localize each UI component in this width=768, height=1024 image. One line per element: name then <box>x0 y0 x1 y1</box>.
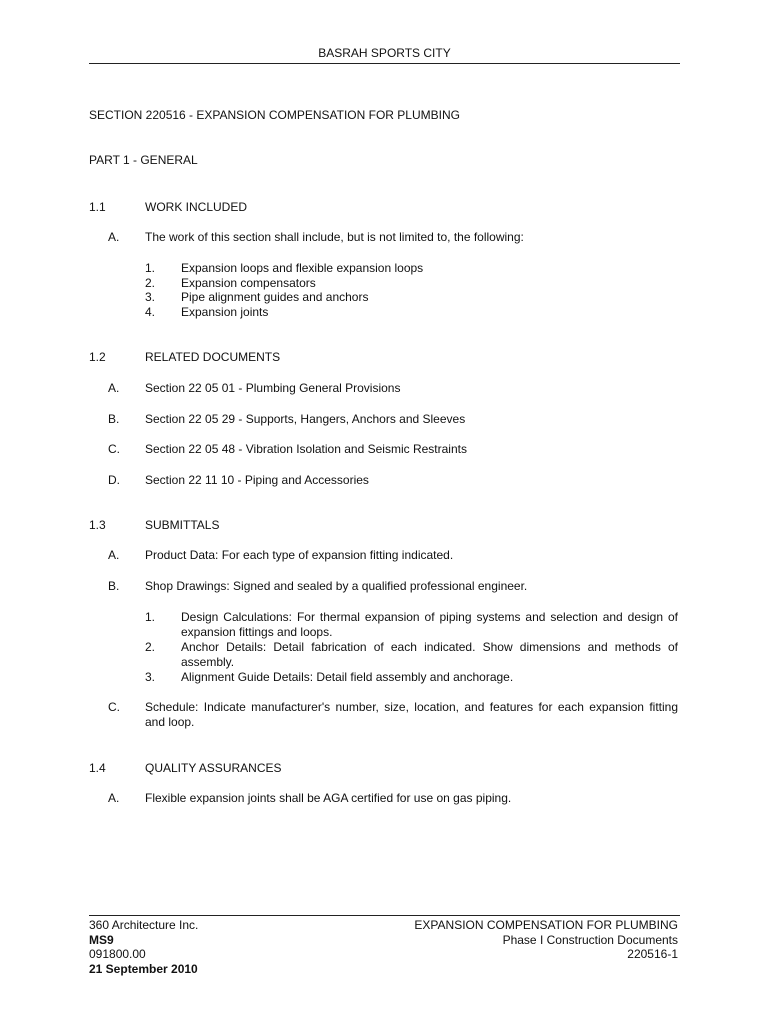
paragraph-letter: A. <box>108 548 120 562</box>
list-item-text: Design Calculations: For thermal expansion of piping systems and selection and design of expansion fittings and loops. <box>181 610 678 639</box>
header-rule <box>89 63 680 64</box>
footer-section-name: EXPANSION COMPENSATION FOR PLUMBING <box>414 918 678 932</box>
footer-date: 21 September 2010 <box>89 962 198 976</box>
footer-page-number: 220516-1 <box>627 947 678 961</box>
footer-document-phase: Phase I Construction Documents <box>502 933 678 947</box>
list-item-text: Alignment Guide Details: Detail field assembly and anchorage. <box>181 670 514 684</box>
paragraph-text: Flexible expansion joints shall be AGA certified for use on gas piping. <box>145 791 512 805</box>
paragraph-letter: C. <box>108 442 120 456</box>
list-item-number: 1. <box>145 610 156 624</box>
paragraph-text: Schedule: Indicate manufacturer's number, size, location, and features for each expansion fitting and loop. <box>145 700 678 729</box>
article-number: 1.2 <box>89 350 106 364</box>
paragraph-letter: B. <box>108 579 120 593</box>
paragraph-letter: A. <box>108 230 120 244</box>
article-title: WORK INCLUDED <box>145 200 248 214</box>
paragraph-text: The work of this section shall include, but is not limited to, the following: <box>145 230 524 244</box>
related-document: Section 22 05 01 - Plumbing General Provisions <box>145 381 401 395</box>
list-item-number: 3. <box>145 670 156 684</box>
article-number: 1.1 <box>89 200 106 214</box>
footer-company: 360 Architecture Inc. <box>89 918 199 932</box>
article-number: 1.3 <box>89 518 106 532</box>
paragraph-text: Shop Drawings: Signed and sealed by a qualified professional engineer. <box>145 579 528 593</box>
article-title: QUALITY ASSURANCES <box>145 761 282 775</box>
part-title: PART 1 - GENERAL <box>89 153 198 167</box>
article-title: RELATED DOCUMENTS <box>145 350 281 364</box>
paragraph-letter: B. <box>108 412 120 426</box>
list-item-number: 4. <box>145 305 156 319</box>
footer-project-number: 091800.00 <box>89 947 146 961</box>
article-title: SUBMITTALS <box>145 518 220 532</box>
related-document: Section 22 11 10 - Piping and Accessories <box>145 473 369 487</box>
footer-rule <box>89 915 680 916</box>
paragraph-letter: C. <box>108 700 120 714</box>
paragraph-letter: A. <box>108 791 120 805</box>
related-document: Section 22 05 48 - Vibration Isolation and Seismic Restraints <box>145 442 467 456</box>
paragraph-letter: D. <box>108 473 120 487</box>
paragraph-letter: A. <box>108 381 120 395</box>
list-item-text: Expansion loops and flexible expansion loops <box>181 261 424 275</box>
list-item-number: 1. <box>145 261 156 275</box>
header-project-name: BASRAH SPORTS CITY <box>318 46 451 60</box>
list-item-number: 3. <box>145 290 156 304</box>
list-item-text: Anchor Details: Detail fabrication of each indicated. Show dimensions and methods of assembly. <box>181 640 678 669</box>
list-item-text: Expansion joints <box>181 305 269 319</box>
footer-project-code: MS9 <box>89 933 114 947</box>
list-item-number: 2. <box>145 640 156 654</box>
related-document: Section 22 05 29 - Supports, Hangers, Anchors and Sleeves <box>145 412 466 426</box>
list-item-text: Expansion compensators <box>181 276 316 290</box>
list-item-number: 2. <box>145 276 156 290</box>
article-number: 1.4 <box>89 761 106 775</box>
paragraph-text: Product Data: For each type of expansion fitting indicated. <box>145 548 454 562</box>
section-title: SECTION 220516 - EXPANSION COMPENSATION FOR PLUMBING <box>89 108 460 122</box>
list-item-text: Pipe alignment guides and anchors <box>181 290 369 304</box>
